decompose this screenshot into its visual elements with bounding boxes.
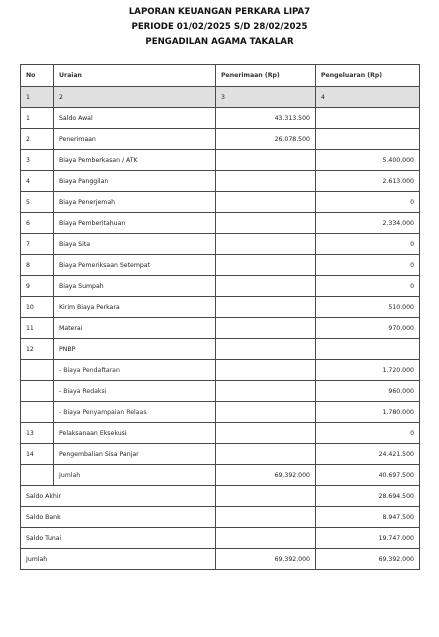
row-pengeluaran: 2.613.000 xyxy=(316,171,420,192)
table-row xyxy=(21,423,420,444)
row-pengeluaran: 0 xyxy=(316,255,420,276)
header-pengeluaran: Pengeluaran (Rp) xyxy=(316,65,420,87)
header-no: No xyxy=(21,65,54,87)
row-pengeluaran: 970.000 xyxy=(316,318,420,339)
table-header-row xyxy=(21,65,420,87)
row-pengeluaran: 1.780.000 xyxy=(316,402,420,423)
summary-label: Saldo Tunai xyxy=(21,528,216,549)
row-pengeluaran: 0 xyxy=(316,423,420,444)
summary-penerimaan xyxy=(216,507,316,528)
row-pengeluaran: 0 xyxy=(316,276,420,297)
summary-pengeluaran: 69.392.000 xyxy=(316,549,420,570)
row-number: 3 xyxy=(21,150,54,171)
row-description: Saldo Awal xyxy=(54,108,216,129)
table-row xyxy=(21,444,420,465)
column-number-2: 2 xyxy=(54,87,216,108)
row-number: 5 xyxy=(21,192,54,213)
row-penerimaan xyxy=(216,381,316,402)
row-number: 14 xyxy=(21,444,54,465)
row-penerimaan xyxy=(216,150,316,171)
row-penerimaan xyxy=(216,297,316,318)
row-penerimaan xyxy=(216,276,316,297)
row-number: 13 xyxy=(21,423,54,444)
summary-pengeluaran: 8.947.500 xyxy=(316,507,420,528)
row-number: 6 xyxy=(21,213,54,234)
row-pengeluaran: 2.334.000 xyxy=(316,213,420,234)
row-number: 11 xyxy=(21,318,54,339)
summary-label: Saldo Bank xyxy=(21,507,216,528)
financial-report-table xyxy=(20,64,420,570)
row-description: PNBP xyxy=(54,339,216,360)
row-penerimaan xyxy=(216,171,316,192)
report-court: PENGADILAN AGAMA TAKALAR xyxy=(145,37,294,47)
row-description: Pelaksanaan Eksekusi xyxy=(54,423,216,444)
row-number: 1 xyxy=(21,108,54,129)
row-pengeluaran xyxy=(316,108,420,129)
row-number: 12 xyxy=(21,339,54,360)
summary-row xyxy=(21,549,420,570)
row-description: Materai xyxy=(54,318,216,339)
row-pengeluaran: 5.400.000 xyxy=(316,150,420,171)
row-description: Penerimaan xyxy=(54,129,216,150)
table-row xyxy=(21,255,420,276)
summary-pengeluaran: 28.694.500 xyxy=(316,486,420,507)
row-penerimaan xyxy=(216,423,316,444)
row-pengeluaran: 960.000 xyxy=(316,381,420,402)
table-row xyxy=(21,339,420,360)
row-pengeluaran: 24.421.500 xyxy=(316,444,420,465)
summary-label: Saldo Akhir xyxy=(21,486,216,507)
row-description: - Biaya Pendaftaran xyxy=(54,360,216,381)
summary-penerimaan: 69.392.000 xyxy=(216,549,316,570)
summary-penerimaan xyxy=(216,528,316,549)
row-penerimaan xyxy=(216,192,316,213)
row-description: Jumlah xyxy=(54,465,216,486)
row-penerimaan xyxy=(216,234,316,255)
row-penerimaan xyxy=(216,318,316,339)
report-title-block xyxy=(0,5,439,50)
row-number xyxy=(21,402,54,423)
summary-row xyxy=(21,486,420,507)
header-penerimaan: Penerimaan (Rp) xyxy=(216,65,316,87)
table-row xyxy=(21,108,420,129)
row-penerimaan: 26.078.500 xyxy=(216,129,316,150)
row-pengeluaran: 1.720.000 xyxy=(316,360,420,381)
column-number-3: 3 xyxy=(216,87,316,108)
row-number xyxy=(21,381,54,402)
row-pengeluaran xyxy=(316,129,420,150)
row-penerimaan xyxy=(216,360,316,381)
row-pengeluaran: 510.000 xyxy=(316,297,420,318)
row-description: Kirim Biaya Perkara xyxy=(54,297,216,318)
row-number: 2 xyxy=(21,129,54,150)
report-title: LAPORAN KEUANGAN PERKARA LIPA7 xyxy=(128,7,311,17)
row-pengeluaran: 0 xyxy=(316,192,420,213)
row-number: 10 xyxy=(21,297,54,318)
table-row xyxy=(21,129,420,150)
column-number-1: 1 xyxy=(21,87,54,108)
row-description: - Biaya Penyampaian Relaas xyxy=(54,402,216,423)
row-description: Biaya Pemberitahuan xyxy=(54,213,216,234)
row-number xyxy=(21,360,54,381)
row-description: Biaya Panggilan xyxy=(54,171,216,192)
table-row xyxy=(21,318,420,339)
summary-row xyxy=(21,507,420,528)
row-penerimaan: 69.392.000 xyxy=(216,465,316,486)
row-penerimaan: 43.313.500 xyxy=(216,108,316,129)
row-number: 7 xyxy=(21,234,54,255)
table-row xyxy=(21,360,420,381)
summary-pengeluaran: 19.747.000 xyxy=(316,528,420,549)
header-uraian: Uraian xyxy=(54,65,216,87)
table-row xyxy=(21,381,420,402)
row-description: Pengembalian Sisa Panjar xyxy=(54,444,216,465)
row-penerimaan xyxy=(216,213,316,234)
column-number-4: 4 xyxy=(316,87,420,108)
row-penerimaan xyxy=(216,444,316,465)
row-number: 9 xyxy=(21,276,54,297)
table-row xyxy=(21,213,420,234)
table-row xyxy=(21,297,420,318)
table-row xyxy=(21,402,420,423)
row-penerimaan xyxy=(216,255,316,276)
table-row xyxy=(21,276,420,297)
row-pengeluaran xyxy=(316,339,420,360)
column-number-row xyxy=(21,87,420,108)
row-description: Biaya Penerjemah xyxy=(54,192,216,213)
row-pengeluaran: 0 xyxy=(316,234,420,255)
row-number: 4 xyxy=(21,171,54,192)
row-number: 8 xyxy=(21,255,54,276)
summary-label: Jumlah xyxy=(21,549,216,570)
report-period: PERIODE 01/02/2025 S/D 28/02/2025 xyxy=(131,22,308,32)
row-penerimaan xyxy=(216,402,316,423)
row-penerimaan xyxy=(216,339,316,360)
row-description: Biaya Pemberkasan / ATK xyxy=(54,150,216,171)
table-row xyxy=(21,150,420,171)
row-description: - Biaya Redaksi xyxy=(54,381,216,402)
table-row xyxy=(21,171,420,192)
table-row xyxy=(21,234,420,255)
row-description: Biaya Pemeriksaan Setempat xyxy=(54,255,216,276)
summary-penerimaan xyxy=(216,486,316,507)
row-description: Biaya Sita xyxy=(54,234,216,255)
summary-row xyxy=(21,528,420,549)
row-pengeluaran: 40.697.500 xyxy=(316,465,420,486)
row-number xyxy=(21,465,54,486)
table-row xyxy=(21,192,420,213)
row-description: Biaya Sumpah xyxy=(54,276,216,297)
table-row xyxy=(21,465,420,486)
